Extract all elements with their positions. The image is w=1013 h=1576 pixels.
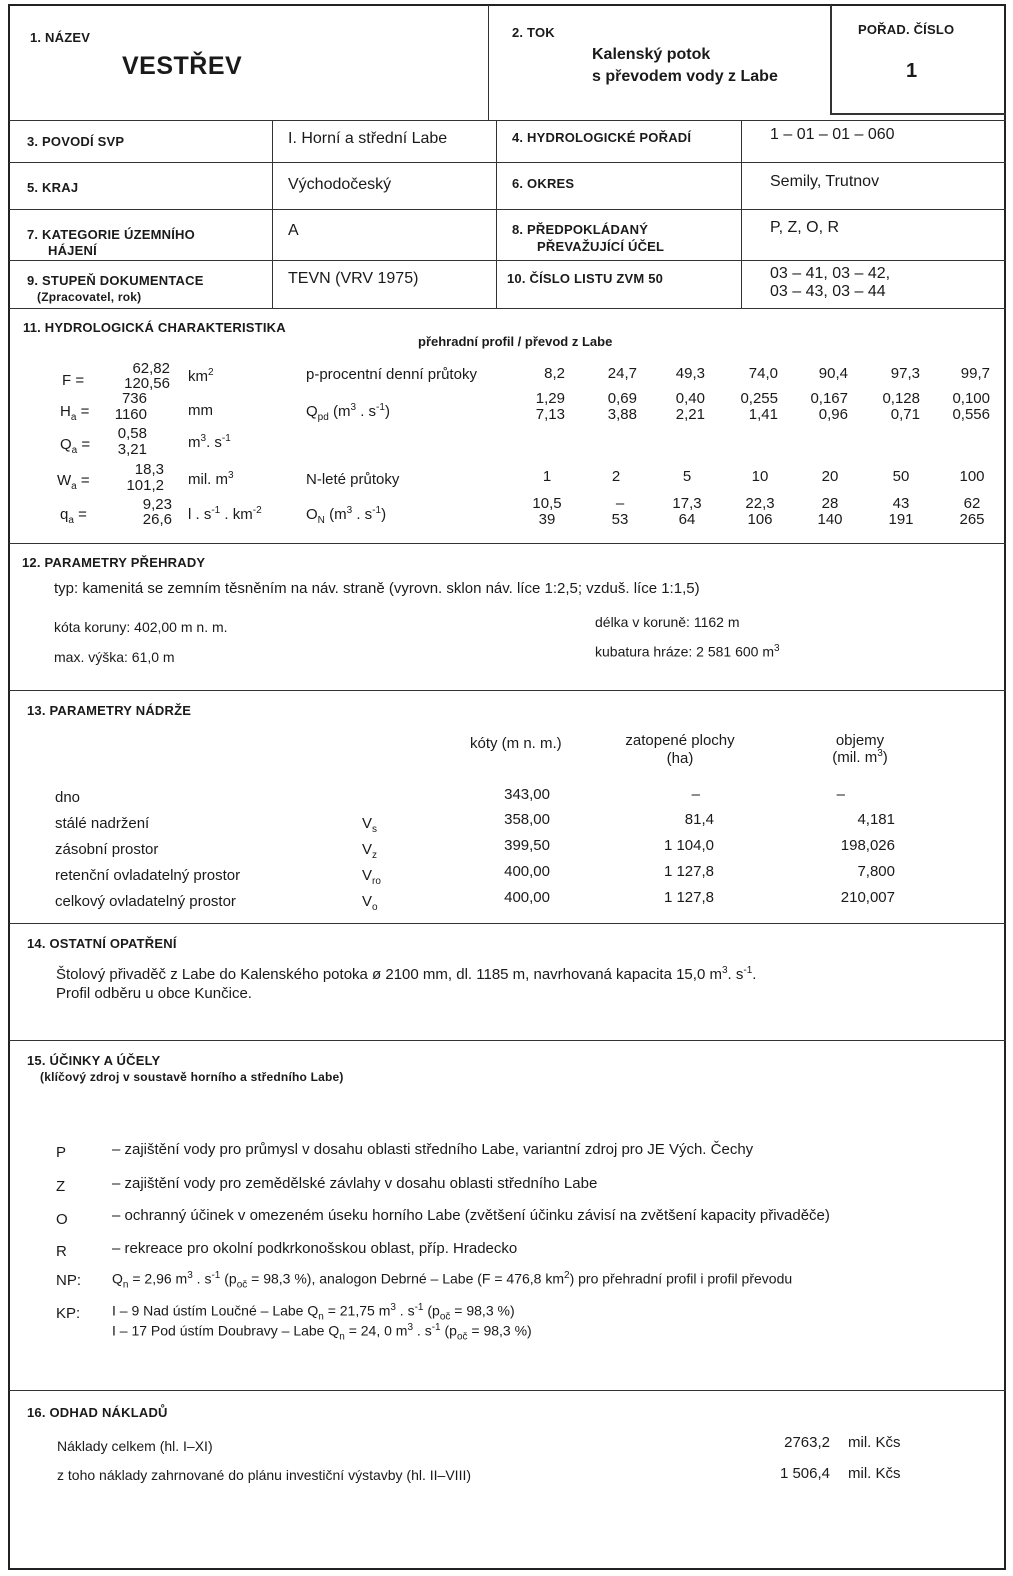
qpd-top-value: 0,40 (675, 390, 705, 407)
effect-text: – zajištění vody pro průmysl v dosahu oblasti středního Labe, variantní zdroj pro JE Vých. Čechy (112, 1141, 754, 1158)
qa-symbol: $Q_a$ = (60, 436, 91, 456)
qpd-top-value: 1,29 (535, 390, 565, 407)
tok-line2: s převodem vody z Labe (592, 68, 778, 85)
porad-label: POŘAD. ČÍSLO (858, 22, 955, 37)
reservoir-row-kota: 343,00 (504, 786, 550, 803)
kategorie-label-2: HÁJENÍ (48, 243, 97, 258)
col-koty: kóty (m n. m.) (470, 735, 562, 752)
qpd-bottom-value: 1,41 (748, 406, 778, 423)
povodi-label: 3. POVODÍ SVP (27, 134, 125, 149)
povodi-value: I. Horní a střední Labe (288, 130, 448, 147)
reservoir-row-symbol: $V_z$ (362, 841, 378, 861)
n-value: 20 (821, 468, 839, 485)
n-label: N-leté průtoky (306, 471, 400, 488)
qn-top-value: 62 (963, 495, 981, 512)
divider (9, 308, 1006, 309)
effect-text: – zajištění vody pro zemědělské závlahy v dosahu oblasti středního Labe (112, 1175, 598, 1192)
wa-unit: mil. $m^3$ (188, 470, 234, 488)
hydrology-subtitle: přehradní profil / převod z Labe (418, 334, 613, 349)
reservoir-title: 13. PARAMETRY NÁDRŽE (27, 703, 192, 718)
qn-bottom-value: 39 (538, 511, 556, 528)
qn-label: $O_N$ ($m^3$ . $s^{-1}$) (306, 505, 387, 526)
qn-top-value: 10,5 (532, 495, 562, 512)
divider (9, 209, 1006, 210)
reservoir-row-name: stálé nadržení (55, 815, 150, 832)
reservoir-row-symbol: $V_o$ (362, 893, 378, 913)
ucel-value: P, Z, O, R (770, 219, 840, 236)
effect-key: O (56, 1211, 68, 1228)
ha-bottom: 1160 (114, 406, 147, 423)
hydrology-title: 11. HYDROLOGICKÁ CHARAKTERISTIKA (23, 320, 286, 335)
p-value: 90,4 (818, 365, 848, 382)
cost-row-unit: mil. Kčs (848, 1434, 901, 1451)
divider (488, 5, 489, 120)
reservoir-row-name: celkový ovladatelný prostor (55, 893, 236, 910)
list-label: 10. ČÍSLO LISTU ZVM 50 (507, 271, 664, 286)
cost-row-label: z toho náklady zahrnované do plánu investiční výstavby (hl. II–VIII) (57, 1467, 472, 1483)
effect-key: Z (56, 1178, 66, 1195)
f-symbol: F = (62, 372, 85, 389)
reservoir-row-kota: 400,00 (504, 863, 550, 880)
tok-label: 2. TOK (512, 25, 555, 40)
stupen-label-2: (Zpracovatel, rok) (37, 290, 142, 304)
divider (9, 120, 1006, 121)
n-value: 50 (892, 468, 910, 485)
reservoir-row-objem: 198,026 (840, 837, 895, 854)
col-plochy-2: (ha) (666, 750, 694, 767)
dam-kota: kóta koruny: 402,00 m n. m. (54, 619, 228, 635)
divider (9, 260, 1006, 261)
qa-top: 0,58 (117, 425, 147, 442)
f-bottom: 120,56 (124, 375, 170, 392)
cost-row-value: 2763,2 (784, 1434, 830, 1451)
okres-value: Semily, Trutnov (770, 173, 880, 190)
dam-type: typ: kamenitá se zemním těsněním na náv. straně (vyrovn. sklon náv. líce 1:2,5; vzduš. líce 1:1,5) (54, 580, 700, 597)
qn-bottom-value: 140 (817, 511, 843, 528)
dam-vyska: max. výška: 61,0 m (54, 649, 175, 665)
p-value: 99,7 (960, 365, 990, 382)
cost-row-label: Náklady celkem (hl. I–XI) (57, 1438, 213, 1454)
nazev-label: 1. NÁZEV (30, 30, 91, 45)
effect-text: – ochranný účinek v omezeném úseku horního Labe (zvětšení účinku závisí na zvětšení kapacity přivaděče) (112, 1207, 830, 1224)
reservoir-row-kota: 399,50 (504, 837, 550, 854)
other-line-1: Štolový přivaděč z Labe do Kalenského potoka ø 2100 mm, dl. 1185 m, navrhovaná kapacita 15,0 $m^3$. $s^{-1}$. (56, 965, 757, 983)
costs-title: 16. ODHAD NÁKLADŮ (27, 1405, 168, 1420)
okres-label: 6. OKRES (512, 176, 575, 191)
divider (496, 120, 497, 308)
n-value: 5 (682, 468, 692, 485)
other-title: 14. OSTATNÍ OPATŘENÍ (27, 936, 177, 951)
kategorie-value: A (288, 222, 299, 239)
porad-box-left (830, 5, 832, 115)
cost-row-value: 1 506,4 (779, 1465, 830, 1482)
qn-top-value: 22,3 (745, 495, 775, 512)
qpd-bottom-value: 0,96 (818, 406, 848, 423)
reservoir-row-name: dno (55, 789, 81, 806)
reservoir-row-objem: 210,007 (840, 889, 895, 906)
n-value: 10 (751, 468, 769, 485)
porad-value: 1 (906, 60, 918, 82)
hydro-value: 1 – 01 – 01 – 060 (770, 126, 895, 143)
qn-top-value: 28 (821, 495, 839, 512)
reservoir-row-plocha: – (691, 786, 700, 803)
qn-top-value: – (615, 495, 625, 512)
kp-line-2: I – 17 Pod ústím Doubravy – Labe $Q_n = 24$, 0 $m^3$ . $s^{-1}$ ($p_{oč} = 98,3$ %) (112, 1322, 532, 1343)
divider (272, 120, 273, 308)
dam-kubatura: kubatura hráze: 2 581 600 $m^3$ (595, 643, 780, 660)
reservoir-row-objem: 7,800 (857, 863, 895, 880)
wa-top: 18,3 (134, 461, 164, 478)
qn-top-value: 43 (892, 495, 910, 512)
effects-subtitle: (klíčový zdroj v soustavě horního a středního Labe) (40, 1070, 344, 1084)
hydro-label: 4. HYDROLOGICKÉ POŘADÍ (512, 130, 692, 145)
f-unit: $km^2$ (188, 367, 214, 385)
stupen-label-1: 9. STUPEŇ DOKUMENTACE (27, 273, 204, 288)
n-value: 100 (959, 468, 985, 485)
list-value-2: 03 – 43, 03 – 44 (770, 283, 886, 300)
list-value-1: 03 – 41, 03 – 42, (770, 265, 891, 282)
divider (9, 162, 1006, 163)
qa-specific-top: 9,23 (142, 496, 172, 513)
reservoir-row-plocha: 81,4 (684, 811, 714, 828)
wa-symbol: $W_a$ = (57, 472, 90, 492)
qn-bottom-value: 53 (611, 511, 629, 528)
qa-specific-unit: l . $s^{-1}$ . $km^{-2}$ (188, 505, 262, 523)
p-value: 74,0 (748, 365, 778, 382)
ha-symbol: $H_a$ = (60, 403, 90, 423)
ucel-label-1: 8. PŘEDPOKLÁDANÝ (512, 222, 649, 237)
col-objemy-1: objemy (835, 732, 885, 749)
p-label: p-procentní denní průtoky (306, 366, 477, 383)
kp-line-1: I – 9 Nad ústím Loučné – Labe $Q_n = 21,75$ $m^3$ . $s^{-1}$ ($p_{oč} = 98,3$ %) (112, 1302, 515, 1323)
divider (9, 543, 1006, 544)
kraj-label: 5. KRAJ (27, 180, 79, 195)
reservoir-row-plocha: 1 104,0 (663, 837, 714, 854)
qa-specific-bottom: 26,6 (142, 511, 172, 528)
effect-key: P (56, 1144, 67, 1161)
divider (9, 923, 1006, 924)
kategorie-label-1: 7. KATEGORIE ÚZEMNÍHO (27, 227, 195, 242)
effects-title: 15. ÚČINKY A ÚČELY (27, 1053, 161, 1068)
col-objemy-2: (mil. $m^3$) (832, 748, 888, 766)
reservoir-row-kota: 400,00 (504, 889, 550, 906)
p-value: 24,7 (607, 365, 637, 382)
dam-title: 12. PARAMETRY PŘEHRADY (22, 555, 206, 570)
nazev-value: VESTŘEV (122, 52, 243, 80)
qpd-label: $Q_{pd}$ ($m^3$ . $s^{-1}$) (306, 402, 390, 423)
col-plochy-1: zatopené plochy (625, 732, 735, 749)
f-top: 62,82 (132, 360, 170, 377)
reservoir-row-kota: 358,00 (504, 811, 550, 828)
kraj-value: Východočeský (288, 176, 392, 193)
stupen-value: TEVN (VRV 1975) (288, 270, 419, 287)
reservoir-row-objem: 4,181 (857, 811, 895, 828)
reservoir-row-objem: – (836, 786, 845, 803)
n-value: 2 (611, 468, 621, 485)
divider (741, 120, 742, 308)
divider (9, 690, 1006, 691)
reservoir-row-symbol: $V_s$ (362, 815, 378, 835)
qpd-top-value: 0,255 (740, 390, 778, 407)
qn-bottom-value: 191 (888, 511, 914, 528)
qpd-top-value: 0,69 (607, 390, 637, 407)
p-value: 49,3 (675, 365, 705, 382)
tok-line1: Kalenský potok (592, 46, 711, 63)
reservoir-row-plocha: 1 127,8 (663, 889, 714, 906)
qpd-bottom-value: 7,13 (535, 406, 565, 423)
reservoir-row-name: zásobní prostor (55, 841, 159, 858)
kp-key: KP: (56, 1305, 81, 1322)
qn-bottom-value: 106 (747, 511, 773, 528)
wa-bottom: 101,2 (126, 477, 164, 494)
qa-unit: $m^3$. $s^{-1}$ (188, 433, 231, 451)
dam-delka: délka v koruně: 1162 m (595, 614, 740, 630)
divider (9, 1040, 1006, 1041)
reservoir-row-symbol: $V_{ro}$ (362, 867, 381, 887)
qpd-bottom-value: 0,71 (890, 406, 920, 423)
effect-text: – rekreace pro okolní podkrkonošskou oblast, příp. Hradecko (112, 1240, 518, 1257)
other-line-2: Profil odběru u obce Kunčice. (56, 985, 252, 1002)
qa-specific-symbol: $q_a$ = (60, 506, 87, 526)
p-value: 97,3 (890, 365, 920, 382)
reservoir-row-name: retenční ovladatelný prostor (55, 867, 241, 884)
qpd-top-value: 0,167 (810, 390, 848, 407)
qn-top-value: 17,3 (672, 495, 702, 512)
cost-row-unit: mil. Kčs (848, 1465, 901, 1482)
ha-unit: mm (188, 402, 213, 419)
effect-key: R (56, 1243, 67, 1260)
np-key: NP: (56, 1272, 82, 1289)
qpd-bottom-value: 0,556 (952, 406, 990, 423)
qpd-top-value: 0,100 (952, 390, 990, 407)
qpd-bottom-value: 2,21 (675, 406, 705, 423)
qpd-bottom-value: 3,88 (607, 406, 637, 423)
qa-bottom: 3,21 (117, 441, 147, 458)
p-value: 8,2 (544, 365, 565, 382)
divider (9, 1390, 1006, 1391)
qpd-top-value: 0,128 (882, 390, 920, 407)
np-text: $Q_n = 2,96$ $m^3$ . $s^{-1}$ ($p_{oč} = 98,3$ %), analogon Debrné – Labe (F = 476,8 $km^2$) pro přehradní profil i profil převodu (112, 1270, 793, 1291)
ha-top: 736 (121, 390, 147, 407)
qn-bottom-value: 265 (959, 511, 985, 528)
qn-bottom-value: 64 (678, 511, 696, 528)
porad-box-bottom (830, 113, 1006, 115)
n-value: 1 (542, 468, 552, 485)
reservoir-row-plocha: 1 127,8 (663, 863, 714, 880)
ucel-label-2: PŘEVAŽUJÍCÍ ÚČEL (537, 239, 665, 254)
